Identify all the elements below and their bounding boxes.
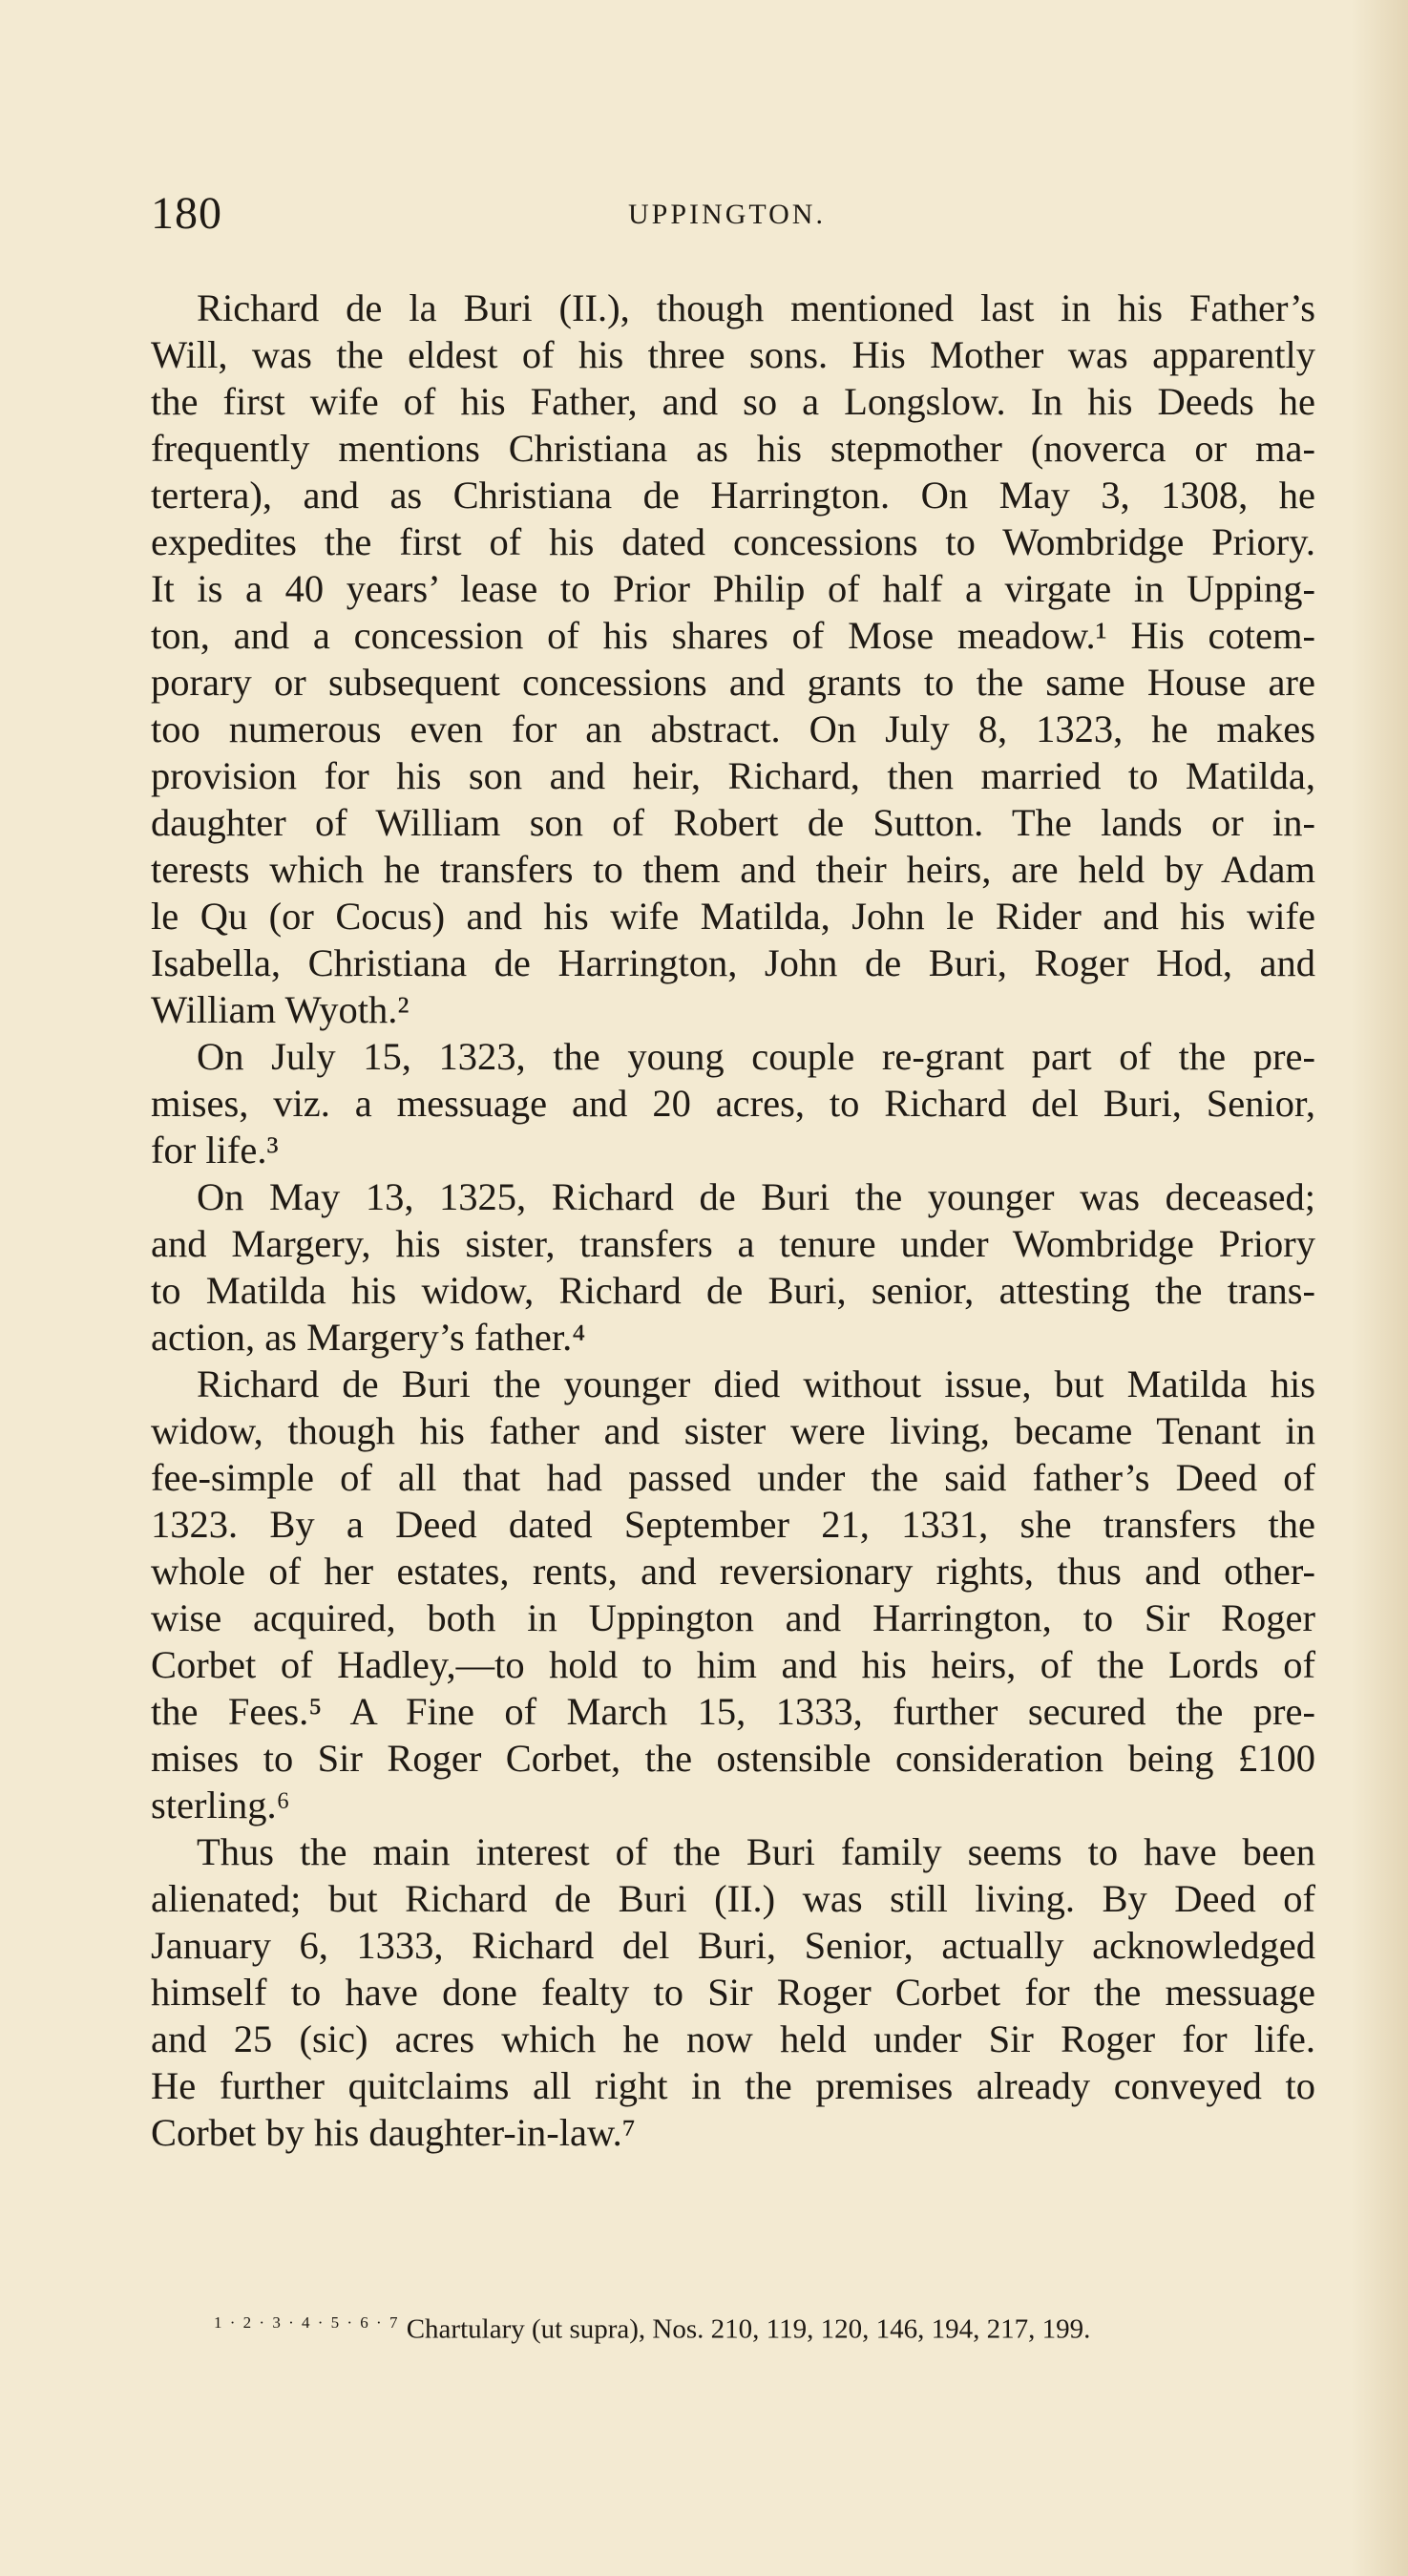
text-line: On July 15, 1323, the young couple re-grant part of the pre-: [197, 1035, 1315, 1078]
text-line: He further quitclaims all right in the premises already conveyed to: [151, 2064, 1315, 2107]
text-line: ton, and a concession of his shares of Mose meadow.¹ His cotem-: [151, 614, 1315, 657]
footnote: [214, 2313, 1321, 2346]
text-line: porary or subsequent concessions and grants to the same House are: [151, 661, 1315, 704]
text-line: provision for his son and heir, Richard, then married to Matilda,: [151, 754, 1315, 797]
text-line: sterling.⁶: [151, 1784, 290, 1826]
running-head: UPPINGTON.: [628, 199, 826, 230]
footnote-marks: 1 · 2 · 3 · 4 · 5 · 6 · 7: [214, 2313, 400, 2332]
text-line: expedites the first of his dated concessions to Wombridge Priory.: [151, 520, 1315, 563]
text-line: 1323. By a Deed dated September 21, 1331, she transfers the: [151, 1503, 1315, 1546]
text-line: himself to have done fealty to Sir Roger Corbet for the messuage: [151, 1971, 1315, 2014]
text-line: William Wyoth.²: [151, 988, 410, 1031]
text-line: Richard de Buri the younger died without issue, but Matilda his: [197, 1362, 1315, 1405]
page-edge-shading: [1351, 0, 1408, 2576]
body-text: [151, 285, 1315, 2156]
text-line: January 6, 1333, Richard del Buri, Senior, actually acknowledged: [151, 1924, 1315, 1967]
text-line: fee-simple of all that had passed under the said father’s Deed of: [151, 1456, 1315, 1499]
text-line: action, as Margery’s father.⁴: [151, 1316, 586, 1359]
text-line: to Matilda his widow, Richard de Buri, senior, attesting the trans-: [151, 1269, 1315, 1312]
text-line: widow, though his father and sister were living, became Tenant in: [151, 1409, 1315, 1452]
text-line: and 25 (sic) acres which he now held under Sir Roger for life.: [151, 2017, 1315, 2060]
text-line: le Qu (or Cocus) and his wife Matilda, John le Rider and his wife: [151, 895, 1315, 938]
text-line: mises to Sir Roger Corbet, the ostensible consideration being £100: [151, 1737, 1315, 1780]
text-line: alienated; but Richard de Buri (II.) was still living. By Deed of: [151, 1877, 1315, 1920]
text-line: and Margery, his sister, transfers a tenure under Wombridge Priory: [151, 1222, 1315, 1265]
text-line: too numerous even for an abstract. On July 8, 1323, he makes: [151, 707, 1315, 750]
text-line: Isabella, Christiana de Harrington, John de Buri, Roger Hod, and: [151, 941, 1315, 984]
text-line: Corbet by his daughter-in-law.⁷: [151, 2111, 636, 2154]
text-line: On May 13, 1325, Richard de Buri the younger was deceased;: [197, 1175, 1315, 1218]
page-number: 180: [151, 188, 222, 239]
text-line: the first wife of his Father, and so a Longslow. In his Deeds he: [151, 380, 1315, 423]
text-line: wise acquired, both in Uppington and Harrington, to Sir Roger: [151, 1596, 1315, 1639]
footnote-text: Chartulary (ut supra), Nos. 210, 119, 120, 146, 194, 217, 199.: [406, 2313, 1091, 2345]
text-line: the Fees.⁵ A Fine of March 15, 1333, further secured the pre-: [151, 1690, 1315, 1733]
text-line: frequently mentions Christiana as his stepmother (noverca or ma-: [151, 427, 1315, 470]
text-line: whole of her estates, rents, and reversionary rights, thus and other-: [151, 1550, 1315, 1593]
text-line: mises, viz. a messuage and 20 acres, to Richard del Buri, Senior,: [151, 1082, 1315, 1125]
text-line: Will, was the eldest of his three sons. His Mother was apparently: [151, 333, 1315, 376]
text-line: Corbet of Hadley,—to hold to him and his heirs, of the Lords of: [151, 1643, 1315, 1686]
text-line: Richard de la Buri (II.), though mentioned last in his Father’s: [197, 286, 1315, 329]
text-line: Thus the main interest of the Buri family seems to have been: [197, 1830, 1315, 1873]
text-line: for life.³: [151, 1129, 279, 1172]
text-line: It is a 40 years’ lease to Prior Philip of half a virgate in Upping-: [151, 567, 1315, 610]
page-header: [151, 187, 1315, 244]
text-line: tertera), and as Christiana de Harrington. On May 3, 1308, he: [151, 474, 1315, 517]
text-line: terests which he transfers to them and their heirs, are held by Adam: [151, 848, 1315, 891]
text-line: daughter of William son of Robert de Sutton. The lands or in-: [151, 801, 1315, 844]
